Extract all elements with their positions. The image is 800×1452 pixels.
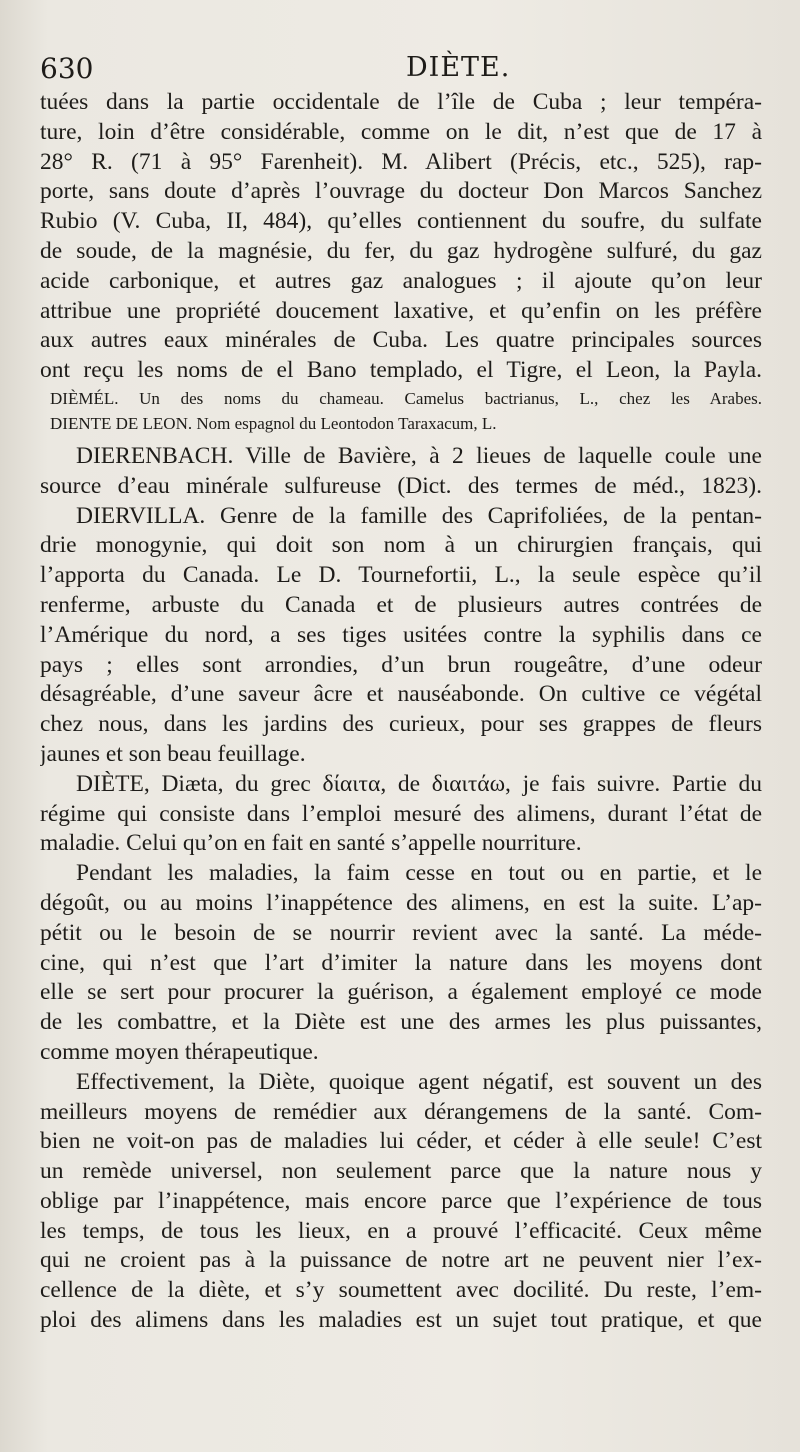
text-line: Pendant les maladies, la faim cesse en tout ou en partie, et le <box>76 860 762 887</box>
running-head: DIÈTE. <box>406 52 511 83</box>
text-line: les temps, de tous les lieux, en a prouvé l’efficacité. Ceux même <box>40 1217 762 1244</box>
text-line: ture, loin d’être considérable, comme on le dit, n’est que de 17 à <box>40 118 762 145</box>
text-line: bien ne voit-on pas de maladies lui céder, et céder à elle seule! C’est <box>40 1128 762 1155</box>
body-text <box>40 88 762 1336</box>
text-line: elle se sert pour procurer la guérison, a également employé ce mode <box>40 979 762 1006</box>
text-line: maladie. Celui qu’on en fait en santé s’appelle nourriture. <box>40 830 582 857</box>
text-line: cine, qui n’est que l’art d’imiter la nature dans les moyens dont <box>40 949 762 976</box>
text-line: désagréable, d’une saveur âcre et nauséabonde. On cultive ce végétal <box>40 681 762 708</box>
text-line: source d’eau minérale sulfureuse (Dict. des termes de méd., 1823). <box>40 472 762 499</box>
text-line: renferme, arbuste du Canada et de plusieurs autres contrées de <box>40 591 762 618</box>
entry-diente-de-leon: DIENTE DE LEON. Nom espagnol du Leontodon Taraxacum, L. <box>50 413 497 433</box>
text-line: aux autres eaux minérales de Cuba. Les quatre principales sources <box>40 327 762 354</box>
text-line: de les combattre, et la Diète est une des armes les plus puissantes, <box>40 1009 762 1036</box>
entry-diete: DIÈTE, Diæta, du grec δίαιτα, de διαιτάω, je fais suivre. Partie du <box>76 770 762 797</box>
text-line: oblige par l’inappétence, mais encore parce que l’expérience de tous <box>40 1187 762 1214</box>
text-line: meilleurs moyens de remédier aux dérangemens de la santé. Com- <box>40 1098 762 1125</box>
entry-dierenbach: DIERENBACH. Ville de Bavière, à 2 lieues de laquelle coule une <box>76 442 762 469</box>
text-line: cellence de la diète, et s’y soumettent avec docilité. Du reste, l’em- <box>40 1277 762 1304</box>
page-header <box>40 52 760 88</box>
text-line: comme moyen thérapeutique. <box>40 1038 319 1065</box>
text-line: chez nous, dans les jardins des curieux, pour ses grappes de fleurs <box>40 711 762 738</box>
entry-dihemel: DIÈMÉL. Un des noms du chameau. Camelus bactrianus, L., chez les Arabes. <box>50 388 762 408</box>
page-number: 630 <box>40 52 94 85</box>
text-line: l’apporta du Canada. Le D. Tournefortii, L., la seule espèce qu’il <box>40 562 762 589</box>
text-line: l’Amérique du nord, a ses tiges usitées contre la syphilis dans ce <box>40 621 762 648</box>
text-line: Rubio (V. Cuba, II, 484), qu’elles contiennent du soufre, du sulfate <box>40 208 762 235</box>
text-line: ploi des alimens dans les maladies est un sujet tout pratique, et que <box>40 1307 762 1334</box>
text-line: acide carbonique, et autres gaz analogues ; il ajoute qu’on leur <box>40 267 762 294</box>
text-line: porte, sans doute d’après l’ouvrage du docteur Don Marcos Sanchez <box>40 178 762 205</box>
text-line: pays ; elles sont arrondies, d’un brun rougeâtre, d’une odeur <box>40 651 762 678</box>
entry-diervilla: DIERVILLA. Genre de la famille des Caprifoliées, de la pentan- <box>76 502 762 529</box>
text-line: Effectivement, la Diète, quoique agent négatif, est souvent un des <box>76 1068 762 1095</box>
text-line: attribue une propriété doucement laxative, et qu’enfin on les préfère <box>40 297 762 324</box>
text-line: drie monogynie, qui doit son nom à un chirurgien français, qui <box>40 532 762 559</box>
text-line: qui ne croient pas à la puissance de notre art ne peuvent nier l’ex- <box>40 1247 762 1274</box>
text-line: 28° R. (71 à 95° Farenheit). M. Alibert (Précis, etc., 525), rap- <box>40 148 762 175</box>
text-line: régime qui consiste dans l’emploi mesuré des alimens, durant l’état de <box>40 800 762 827</box>
text-line: jaunes et son beau feuillage. <box>40 740 306 767</box>
text-line: pétit ou le besoin de se nourrir revient avec la santé. La méde- <box>40 919 762 946</box>
text-line: dégoût, ou au moins l’inappétence des alimens, en est la suite. L’ap- <box>40 889 762 916</box>
text-line: ont reçu les noms de el Bano templado, el Tigre, el Leon, la Payla. <box>40 357 762 384</box>
text-line: de soude, de la magnésie, du fer, du gaz hydrogène sulfuré, du gaz <box>40 237 762 264</box>
text-line: tuées dans la partie occidentale de l’île de Cuba ; leur tempéra- <box>40 89 762 115</box>
text-line: un remède universel, non seulement parce que la nature nous y <box>40 1158 762 1185</box>
